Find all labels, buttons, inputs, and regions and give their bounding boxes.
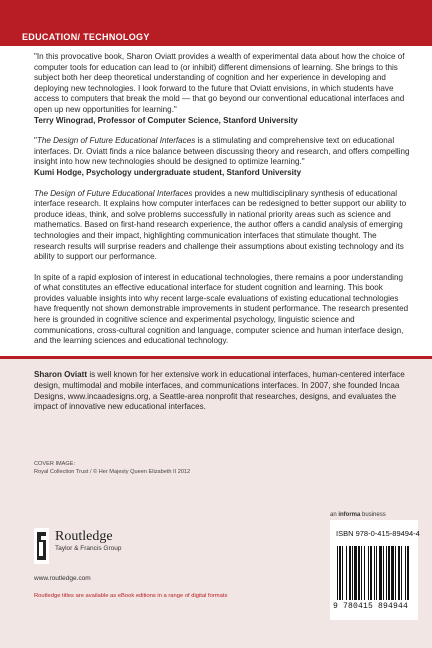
barcode-bar <box>391 546 394 600</box>
description-paragraph-2: In spite of a rapid explosion of interest in educational technologies, there remains a poor understanding of what constitutes an effective educational interface for student cognition and learning. This book provides valuable insights into why recent large-scale evaluations of existing educational technologies have frequently not shown demonstrable improvements in student performance. The research presented here is grounded in cognitive science and experimental psychology, linguistic science and communications, cross-cultural cognition and language, computer science and human interface design, and the learning sciences and educational technology. <box>34 272 409 346</box>
quote-winograd: "In this provocative book, Sharon Oviatt provides a wealth of experimental data about how the choice of computer tools for education can lead to (or inhibit) different dimensions of learning. She brings to this subject both her deep theoretical understanding of cognition and her experience in developing and deploying new technologies. I look forward to the future that Oviatt envisions, in which students have access to computers that break the mold — that go beyond our conventional educational interfaces and open up new opportunities for learning." <box>34 52 405 114</box>
barcode-bar <box>374 546 375 600</box>
description-paragraph-1-text: provides a new multidisciplinary synthesis of educational interface research. It explains how computer interfaces can be redesigned to better support our ability to produce ideas, think, and solve problems successfully in national priority areas such as science and mathematics. Based on first-hand research experience, the author offers a candid analysis of emerging technologies and their impact, highlighting communication interfaces that stimulate thought. The research results will surprise readers and challenge their assumptions about existing technology and its ability to support our performance. <box>34 188 407 262</box>
barcode-bar <box>337 546 338 600</box>
barcode-bar <box>407 546 409 600</box>
barcode-bar <box>358 546 360 600</box>
publisher-url[interactable]: www.routledge.com <box>34 575 91 582</box>
quote-winograd-attribution: Terry Winograd, Professor of Computer Science, Stanford University <box>34 115 298 125</box>
informa-suffix: business <box>360 512 386 518</box>
quote-hodge-open: " <box>34 136 37 146</box>
barcode-graphic <box>336 546 412 602</box>
author-band-rule <box>0 356 432 359</box>
barcode-bar <box>395 546 396 600</box>
barcode-bar <box>352 546 353 600</box>
barcode-bar <box>405 546 406 600</box>
barcode-bar <box>401 546 402 600</box>
barcode-bar <box>364 546 365 600</box>
barcode-bar <box>361 546 362 600</box>
barcode-bar <box>370 546 372 600</box>
informa-brand: informa <box>338 512 361 518</box>
description-paragraph-1 <box>34 189 410 263</box>
isbn-digits: 9 780415 894944 <box>333 602 409 611</box>
barcode-bar <box>398 546 400 600</box>
ebook-note: Routledge titles are available as eBook editions in a range of digital formats <box>34 593 228 599</box>
author-name: Sharon Oviatt <box>34 370 88 379</box>
cover-image-text: Royal Collection Trust / © Her Majesty Queen Elizabeth II 2012 <box>34 469 191 475</box>
cover-image-credit <box>34 460 334 476</box>
top-category-band <box>0 0 432 46</box>
quote-hodge-text: is a stimulating and comprehensive text on educational interfaces. Dr. Oviatt finds a nice balance between discussing theory and research, and offers compelling insight into how new technologies should be designed to optimize learning." <box>34 136 410 167</box>
description-book-title: The Design of Future Educational Interfaces <box>34 188 193 198</box>
publisher-sub: Taylor & Francis Group <box>55 545 122 552</box>
barcode-bar <box>379 546 382 600</box>
quote-hodge-attribution: Kumi Hodge, Psychology undergraduate student, Stanford University <box>34 167 302 177</box>
informa-business-label <box>330 512 386 518</box>
routledge-logo-text <box>55 529 121 553</box>
barcode-bar <box>349 546 351 600</box>
barcode-bar <box>342 546 343 600</box>
back-cover-main-text <box>34 52 410 357</box>
barcode-bar <box>376 546 377 600</box>
quote-hodge <box>34 136 410 168</box>
barcode-bar <box>354 546 357 600</box>
isbn-label: ISBN 978-0-415-89494-4 <box>336 529 420 538</box>
barcode-bar <box>339 546 341 600</box>
barcode-bar <box>388 546 390 600</box>
cover-image-label: COVER IMAGE: <box>34 461 76 467</box>
author-bio-text: is well known for her extensive work in educational interfaces, human-centered interface design, multimodal and mobile interfaces, and communications interfaces. In 2007, she founded Incaa Designs, www.incaadesigns.org, a Seattle-area nonprofit that researches, designs, and evaluates the impact of innovative new educational interfaces. <box>34 370 405 412</box>
informa-prefix: an <box>330 512 339 518</box>
category-label: EDUCATION/ TECHNOLOGY <box>22 32 150 42</box>
quote-hodge-book-title: The Design of Future Educational Interfaces <box>36 136 196 146</box>
publisher-name: Routledge <box>55 529 113 544</box>
author-bio <box>34 370 406 413</box>
barcode-bar <box>346 546 347 600</box>
barcode-bar <box>383 546 384 600</box>
barcode-bar <box>368 546 369 600</box>
routledge-logo-icon <box>34 528 49 564</box>
barcode-bar <box>386 546 387 600</box>
